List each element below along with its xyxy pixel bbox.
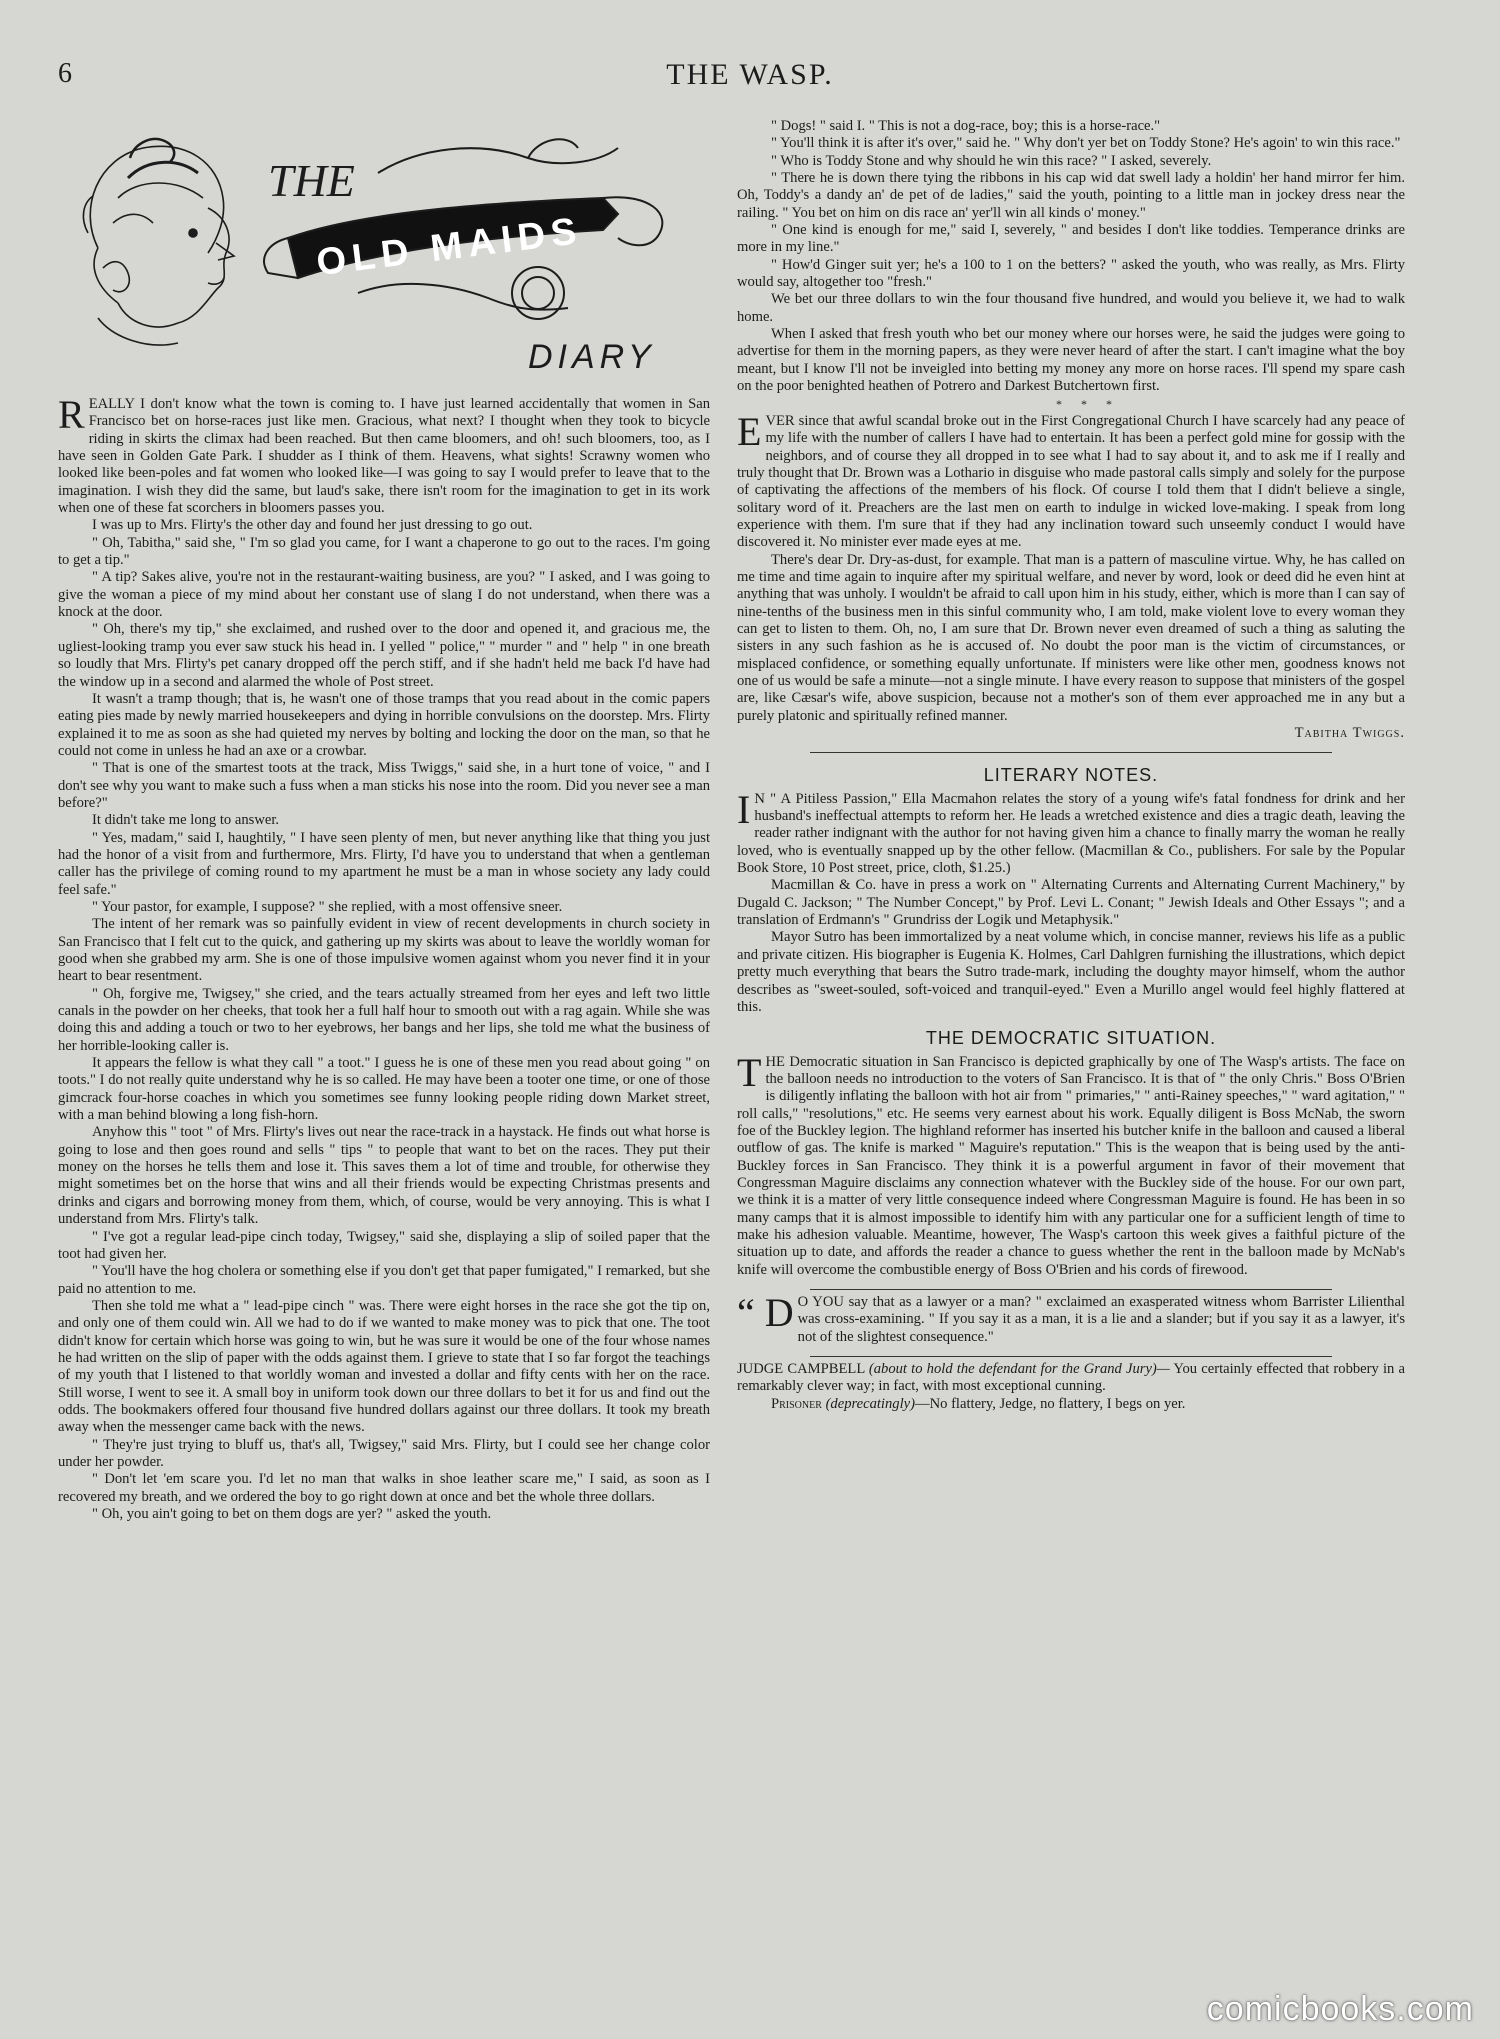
diary-paragraph-12: " Oh, forgive me, Twigsey," she cried, and the tears actually streamed from her eyes and left two little canals in the powder on her cheeks, that took her a full half hour to smooth out with a rag again. While she was doing this and adding a touch or two to her eyebrows, her bangs and her lips, she told me what the business of her horrible-looking caller is.: [58, 985, 710, 1054]
dialogue-text: You certainly effected that robbery in a remarkably clever way; in fact, with most exceptional cunning.: [737, 1361, 1405, 1395]
diary-paragraph-16: " You'll have the hog cholera or something else if you don't get that paper fumigated," I remarked, but she paid no attention to me.: [58, 1263, 710, 1297]
diary-paragraph-11: The intent of her remark was so painfully evident in view of recent developments in church society in San Francisco that I felt cut to the quick, and gathering up my skirts was about to leave the worldly woman for good when she grabbed my arm. She is one of those impulsive women against whom you never find it in your heart to bear resentment.: [58, 916, 710, 985]
democratic-situation-heading: THE DEMOCRATIC SITUATION.: [925, 1028, 1217, 1049]
diary-paragraph-21: " Dogs! " said I. " This is not a dog-race, boy; this is a horse-race.": [771, 118, 1161, 134]
masthead-old-maids: OLD MAIDS: [314, 209, 585, 285]
drop-cap: T: [737, 1049, 762, 1095]
diary-paragraph-19: " Don't let 'em scare you. I'd let no man that walks in shoe leather scare me," I said, as soon as I recovered my breath, and we ordered the boy to go right down at once and bet the whole three dollars.: [58, 1471, 710, 1505]
masthead-the: THE: [268, 155, 355, 206]
diary-paragraph-1: [58, 392, 710, 517]
old-maid-portrait-icon: [83, 139, 234, 345]
paragraph-text: O YOU say that as a lawyer or a man? " exclaimed an exasperated witness whom Barrister Lilienthal was cross-examining. " If you say it as a man, it is a lie and a slander; but if you say it as a lawyer, it's not of the slightest consequence.": [797, 1294, 1405, 1345]
section-separator: * * *: [1056, 396, 1120, 411]
judge-anecdote-line-1: [737, 1361, 1405, 1396]
literary-paragraph-2: Macmillan & Co. have in press a work on " Alternating Currents and Alternating Current Machinery," by Dugald C. Jackson; " The Number Concept," by Prof. Levi L. Conant; " Jewish Ideals and Other Essays "; and a translation of Erdmann's " Grundriss der Logik und Metaphysik.": [737, 877, 1405, 929]
diary-paragraph-22: " You'll think it is after it's over," said he. " Why don't yer bet on Toddy Stone? He's agoin' to win this race.": [771, 135, 1401, 152]
paragraph-text: HE Democratic situation in San Francisco is depicted graphically by one of The Wasp's artists. The face on the balloon needs no introduction to the voters of San Francisco. It is that of " the only Chris." Boss O'Brien is diligently inflating the balloon with hot air from " primaries," " anti-Rainey speeches," " ward agitation," " roll calls," "resolutions," etc. He seems very earnest about his work. Equally diligent is Boss McNab, the sworn foe of the Buckley legion. The highland reformer has inserted his butcher knife in the balloon and caused a liberal outflow of gas. The knife is marked " Maguire's reputation." This is the weapon that is being used by the anti-Buckley forces in San Francisco. They think it is a powerful argument in favor of their movement that Congressman Maguire disclaims any connection whatever with the Buckley side of the house. For our own part, we think it is a matter of very little consequence indeed where Congressman Maguire is found. He has been in so many camps that it is almost impossible to identify him with any particular one for a sufficient length of time to make his adhesion valuable. Meantime, however, The Wasp's cartoon this week gives a faithful picture of the situation up to date, and affords the reader a chance to guess whether the rent in the balloon made by McNab's knife will overcome the combustible energy of Boss O'Brien and his cords of firewood.: [737, 1053, 1405, 1278]
literary-notes-heading: LITERARY NOTES.: [983, 765, 1159, 786]
literary-paragraph-3: Mayor Sutro has been immortalized by a neat volume which, in concise manner, reviews his life as a public and private citizen. His biographer is Eugenia K. Holmes, Carl Dahlgren furnishing the illustrations, which depict pretty much everything that bears the Sutro trade-mark, including the doughty mayor himself, whom the author describes as "sweet-souled, soft-voiced and tranquil-eyed." Even a Murillo angel would feel highly flattered at this.: [737, 929, 1405, 1015]
diary-paragraph-15: " I've got a regular lead-pipe cinch today, Twigsey," said she, displaying a slip of soiled paper that the toot had given her.: [58, 1228, 710, 1262]
lawyer-anecdote: [737, 1290, 1405, 1346]
paragraph-text: EALLY I don't know what the town is coming to. I have just learned accidentally that women in San Francisco bet on horse-races just like men. Gracious, what next? I thought when they took to bicycle riding in skirts the climax had been reached. But then came bloomers, and oh! such bloomers, too, as I have seen in Golden Gate Park. I shudder as I think of them. Heavens, what sights! Scrawny women who looked like been-poles and fat women who looked like—I was going to say I would prefer to leave that to the imagination. I wish they did the same, but laud's sake, there isn't room for the imagination to get in its work when one of these fat scorchers in bloomers passes you.: [58, 396, 710, 517]
diary-paragraph-26: " How'd Ginger suit yer; he's a 100 to 1 on the betters? " asked the youth, who was really, as Mrs. Flirty would say, altogether too "fresh.": [737, 256, 1405, 291]
site-watermark: comicbooks.com: [1206, 1990, 1474, 2028]
diary-paragraph-7: " That is one of the smartest toots at the track, Miss Twiggs," said she, in a hurt tone of voice, " and I don't see why you want to make such a fuss when a man sticks his nose into the room. Did you never see a man before?": [58, 760, 710, 811]
diary-signature: Tabitha Twiggs.: [1294, 725, 1405, 742]
diary-paragraph-14: Anyhow this " toot " of Mrs. Flirty's lives out near the race-track in a haystack. He finds out what horse is going to lose and then goes round and sells " tips " to people that want to bet on the races. They put their money on the horses he tells them and lose it. This saves them a lot of time and trouble, for otherwise they might sometimes bet on the horse that wins and all their friends would be expecting Christmas presents and drinks and cigars and borrowing money from them, which, of course, would be very annoying. This is what I understand from Mrs. Flirty's talk.: [58, 1124, 710, 1228]
divider: [810, 1356, 1331, 1357]
diary-paragraph-2: I was up to Mrs. Flirty's the other day and found her just dressing to go out.: [92, 517, 533, 534]
speaker-name: JUDGE CAMPBELL: [737, 1361, 865, 1378]
diary-paragraph-28: When I asked that fresh youth who bet our money where our horses were, he said the judges were going to advertise for them in the morning papers, as they were never heard of after the start. I can't imagine what the boy meant, but I know I'll not be inveigled into betting my money any more on horse races. I'll spend my spare cash on the poor benighted heathen of Potrero and Darkest Butchertown first.: [737, 326, 1405, 395]
diary-paragraph-20: " Oh, you ain't going to bet on them dogs are yer? " asked the youth.: [92, 1506, 492, 1522]
diary-paragraph-23: " Who is Toddy Stone and why should he win this race? " I asked, severely.: [771, 152, 1212, 169]
drop-cap: R: [58, 392, 85, 437]
diary-paragraph-17: Then she told me what a " lead-pipe cinch " was. There were eight horses in the race she got the tip on, and only one of them could win. All we had to do if we wanted to make money was to pick that one. The toot didn't know for certain which horse was going to win, but he was sure it would be one of the four whose names he had written on the slip of paper with the odds against them. I grieve to state that I so far forgot the teachings of my youth that I listened to that worldly woman and invested a dollar and fifty cents with her on the race. Still worse, I went to see it. A small boy in uniform took down our three dollars to bet it for us and find out the odds. The bookmakers offered four thousand five hundred dollars against our three dollars. It took my breath away when the messenger came back with the news.: [58, 1297, 710, 1436]
democratic-paragraph-1: [737, 1049, 1405, 1279]
right-column: [737, 118, 1405, 1928]
paragraph-text: VER since that awful scandal broke out in the First Congregational Church I have scarcely had any peace of my life with the number of callers I have had to entertain. It has been a perfect gold mine for gossip with the neighbors, and of course they all dropped in to see what I had to say about it, and to ask me if I really and truly thought that Dr. Brown was a Lothario in disguise who made pastoral calls simply and solely for the purpose of captivating the affections of the members of his flock. Of course I told them that I didn't believe a single, solitary word of it. Preachers are the last men on earth to indulge in wicked love-making. I speak from long experience with them. I'm sure that if they had any inclination toward such unseemly conduct I would have discovered it. No minister ever made eyes at me.: [737, 412, 1405, 551]
diary-paragraph-27: We bet our three dollars to win the four thousand five hundred, and would you believe it, we had to walk home.: [737, 291, 1405, 325]
masthead-diary: DIARY: [528, 338, 656, 376]
diary-paragraph-4: " A tip? Sakes alive, you're not in the restaurant-waiting business, are you? " I asked, and I was going to give the woman a piece of my mind about her constant use of slang I do not understand, when there was a knock at the door.: [58, 569, 710, 621]
old-maids-diary-masthead: [58, 118, 710, 388]
dialogue-text: —No flattery, Jedge, no flattery, I begs on yer.: [914, 1395, 1186, 1412]
divider: [810, 1289, 1331, 1290]
diary-paragraph-30: There's dear Dr. Dry-as-dust, for example. That man is a pattern of masculine virtue. Why, he has called on me time and time again to inquire after my spiritual welfare, and never by word, look or deed did he even hint at anything that was unholy. I wouldn't be afraid to call upon him in his study, either, which is more than I can say of nine-tenths of the business men in this sinful community who, I am told, make violent love to every woman they can get to listen to them. Oh, no, I am sure that Dr. Brown never even dreamed of such a thing as saluting the sisters in any such fashion as he is accused of. No doubt the poor man is the victim of circumstances, or misplaced confidence, or something equally unfortunate. If ministers were like other men, goodness knows not one of us would be safe a minute—not a single minute. I have every reason to suppose that ministers of the gospel are, like Cæsar's wife, above suspicion, because not a mother's son of them ever approached me in any but a purely platonic and spiritually refined manner.: [737, 551, 1405, 724]
diary-paragraph-6: It wasn't a tramp though; that is, he wasn't one of those tramps that you read about in the comic papers eating pies made by newly married housekeepers and dying in horrible convulsions on the doorstep. Mrs. Flirty explained it to me as soon as she had quieted my nerves by bolting and locking the door on the man, so that he could not come in unless he had an axe or a crowbar.: [58, 690, 710, 759]
diary-paragraph-29: [737, 408, 1405, 552]
literary-paragraph-1: [737, 786, 1405, 878]
diary-paragraph-10: " Your pastor, for example, I suppose? " she replied, with a most offensive sneer.: [92, 898, 563, 915]
diary-paragraph-25: " One kind is enough for me," said I, severely, " and besides I don't like toddies. Temperance drinks are more in my line.": [737, 222, 1405, 256]
stage-direction: (deprecatingly): [825, 1395, 915, 1412]
diary-paragraph-3: " Oh, Tabitha," said she, " I'm so glad you came, for I want a chaperone to go out to the races. I'm going to get a tip.": [58, 534, 710, 569]
paragraph-text: N " A Pitiless Passion," Ella Macmahon relates the story of a young wife's fatal fondness for drink and her husband's ineffectual attempts to reform her. He leads a wretched existence and dies a tragic death, leaving the reader rather indignant with the author for not having given him a chance to finally marry the woman he really loved, who is eventually snapped up by the other fellow. (Macmillan & Co., publishers. For sale by the Popular Book Store, 10 Post street, price, cloth, $1.25.): [737, 790, 1405, 877]
drop-cap: I: [737, 786, 751, 832]
judge-anecdote-line-2: [737, 1396, 1405, 1413]
diary-paragraph-24: " There he is down there tying the ribbons in his cap wid dat swell lady a holdin' her hand mirror fer him. Oh, Toddy's a dandy an' de pet of de ladies," said the youth, pointing to a little man in jockey dress near the railing. " You bet on him on dis race an' yer'll win all kinds o' money.": [737, 170, 1405, 221]
drop-cap: E: [737, 408, 762, 454]
diary-paragraph-8: It didn't take me long to answer.: [92, 812, 280, 829]
journal-title: THE WASP.: [666, 58, 834, 91]
running-head: [0, 58, 1500, 98]
left-column: [58, 118, 710, 1928]
diary-paragraph-13: It appears the fellow is what they call " a toot." I guess he is one of these men you read about going " on toots." I do not really quite understand why he is so called. He may have been a tooter one time, or one of those gimcrack four-horse coaches in which you sometimes see funny looking people riding down Market street, with a man behind blowing a long fish-horn.: [58, 1055, 710, 1124]
diary-paragraph-9: " Yes, madam," said I, haughtily, " I have seen plenty of men, but never anything like that thing you just had the honor of a visit from and furthermore, Mrs. Flirty, I'd have you to understand that when a gentleman caller has the privilege of coming round to my apartment he must be a man in whose society any lady could feel safe.": [58, 829, 710, 898]
diary-paragraph-18: " They're just trying to bluff us, that's all, Twigsey," said Mrs. Flirty, but I could see her change color under her powder.: [58, 1436, 710, 1470]
masthead-illustration: [58, 118, 710, 388]
drop-cap: “ D: [737, 1290, 794, 1335]
speaker-name: Prisoner: [771, 1395, 822, 1412]
stage-direction: (about to hold the defendant for the Grand Jury)—: [868, 1361, 1170, 1378]
diary-paragraph-5: " Oh, there's my tip," she exclaimed, and rushed over to the door and opened it, and gracious me, the ugliest-looking tramp you ever saw stuck his head in. I yelled " police," " murder " and " help " in one breath so loudly that Mrs. Flirty's pet canary dropped off the perch stiff, and if she hadn't held me back I'd have had the window up in a second and alarmed the whole of Post street.: [58, 621, 710, 690]
page-number: 6: [58, 58, 72, 89]
divider: [810, 752, 1331, 753]
